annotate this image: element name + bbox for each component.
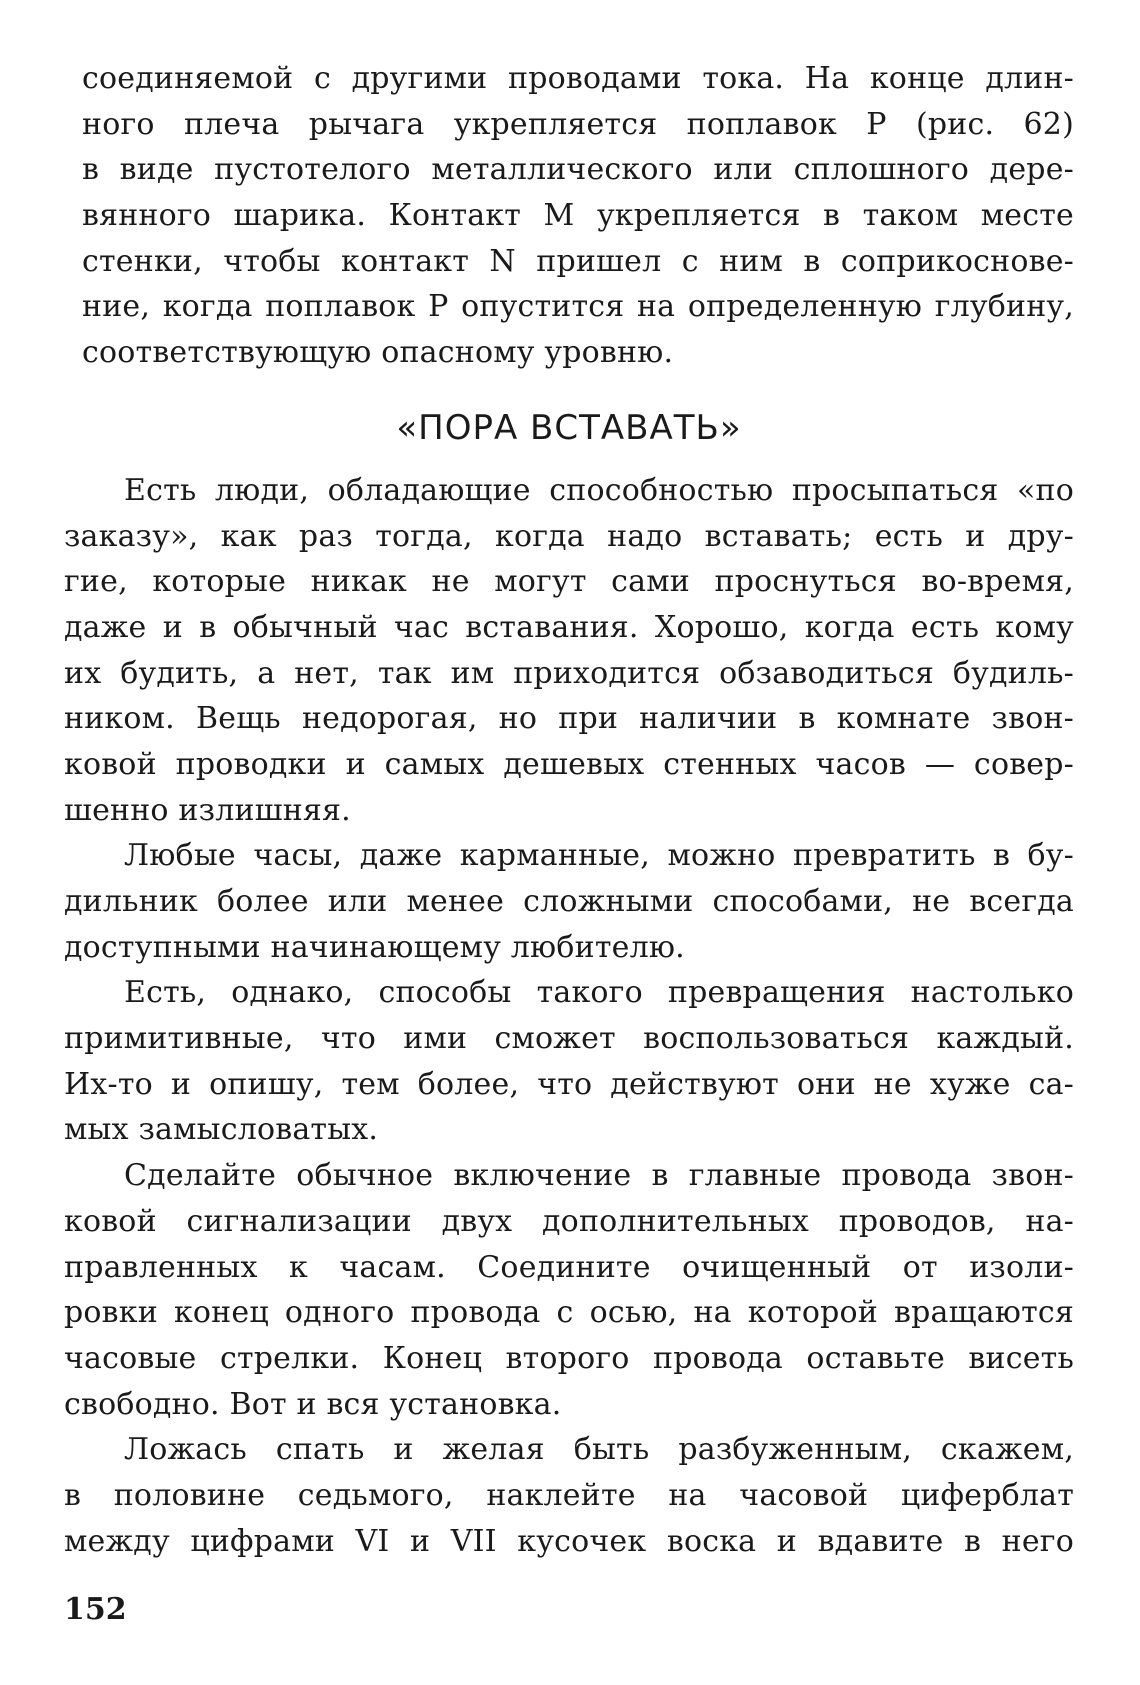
text-line: Ложась спать и желая быть разбуженным, скажем, (124, 1432, 1074, 1468)
text-line: доступными начинающему любителю. (64, 929, 685, 965)
paragraph-4 (64, 1153, 1074, 1427)
text-line: Любые часы, даже карманные, можно превратить в бу- (124, 838, 1074, 874)
text-line: ковой сигнализации двух дополнительных проводов, на- (64, 1203, 1074, 1239)
text-line: стенки, чтобы контакт N пришел с ним в соприкоснове- (82, 243, 1074, 279)
text-line: примитивные, что ими сможет воспользоваться каждый. (64, 1021, 1074, 1057)
text-line: заказу», как раз тогда, когда надо вставать; есть и дру- (64, 518, 1074, 554)
text-line: Их-то и опишу, тем более, что действуют они не хуже са- (64, 1066, 1074, 1102)
paragraph-1 (64, 468, 1074, 834)
text-line: их будить, а нет, так им приходится обзаводиться будиль- (64, 655, 1074, 691)
text-line: свободно. Вот и вся установка. (64, 1386, 562, 1422)
paragraph-5 (64, 1427, 1074, 1564)
text-line: в половине седьмого, наклейте на часовой циферблат (64, 1477, 1074, 1513)
text-line: ровки конец одного провода с осью, на которой вращаются (64, 1295, 1074, 1331)
text-line: дильник более или менее сложными способами, не всегда (64, 884, 1074, 919)
page-number: 152 (64, 1592, 127, 1627)
text-line: ником. Вещь недорогая, но при наличии в комнате звон- (64, 701, 1074, 737)
intro-paragraph (64, 56, 1074, 376)
text-line: Сделайте обычное включение в главные провода звон- (124, 1158, 1074, 1194)
paragraph-3 (64, 970, 1074, 1153)
paragraph-2 (64, 833, 1074, 970)
text-line: соединяемой с другими проводами тока. На конце длин- (82, 61, 1074, 96)
page-body (64, 56, 1074, 1564)
text-line: ного плеча рычага укрепляется поплавок P (рис. 62) (82, 106, 1074, 142)
text-line: Есть, однако, способы такого превращения настолько (124, 975, 1074, 1011)
text-line: Есть люди, обладающие способностью просыпаться «по (124, 472, 1074, 508)
text-line: правленных к часам. Соедините очищенный от изоли- (64, 1249, 1074, 1285)
text-line: ние, когда поплавок P опустится на определенную глубину, (82, 289, 1074, 325)
text-line: даже и в обычный час вставания. Хорошо, когда есть кому (64, 609, 1074, 645)
section-heading: «ПОРА ВСТАВАТЬ» (396, 407, 742, 448)
text-line: гие, которые никак не могут сами проснуться во-время, (64, 564, 1074, 600)
text-line: мых замысловатых. (64, 1112, 379, 1148)
text-line: вянного шарика. Контакт M укрепляется в таком месте (82, 198, 1074, 234)
text-line: между цифрами VI и VII кусочек воска и вдавите в него (64, 1523, 1074, 1559)
text-line: часовые стрелки. Конец второго провода оставьте висеть (64, 1340, 1074, 1376)
text-line: соответствующую опасному уровню. (82, 335, 674, 371)
text-line: шенно излишняя. (64, 792, 351, 828)
text-line: в виде пустотелого металлического или сплошного дере- (82, 152, 1074, 188)
text-line: ковой проводки и самых дешевых стенных часов — совер- (64, 746, 1074, 782)
